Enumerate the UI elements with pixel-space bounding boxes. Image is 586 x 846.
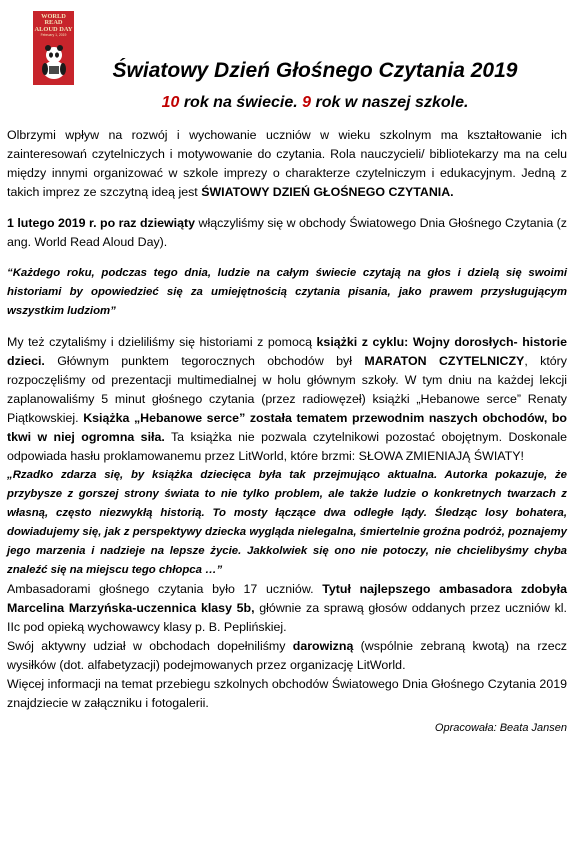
quote-litworld: “Każdego roku, podczas tego dnia, ludzie na całym świecie czytają na głos i dzielą się swoimi historiami by opowiedzieć się za umiejętnością czytania pisania, jako prawem przysługującym wszystkim ludziom” — [7, 267, 567, 317]
page-subtitle — [0, 92, 586, 114]
marathon-text-3: , który rozpoczęliśmy od prezentacji multimedialnej w holu głównym szkoły. W tym dniu na każdej lekcji zaplanowaliśmy 5 minut głośnego czytania (przez radiowęzeł) książki „Hebanowe serce” Renaty Piątkowskiej. — [7, 354, 567, 425]
logo-title-line1: WORLD READ — [41, 13, 66, 27]
more-info-paragraph: Więcej informacji na temat przebiegu szkolnych obchodów Światowego Dnia Głośnego Czytania 2019 znajdziecie w załączniku i fotogalerii. — [7, 677, 567, 710]
author-signature: Opracowała: Beata Jansen — [434, 722, 567, 734]
date-text: włączyliśmy się w obchody Światowego Dnia Głośnego Czytania (z ang. World Read Aloud Day). — [7, 216, 567, 249]
book-series-bold: książki z cyklu: Wojny dorosłych- historie dzieci. — [7, 335, 567, 368]
best-ambassador-bold: Tytuł najlepszego ambasadora zdobyła Marcelina Marzyńska-uczennica klasy 5b, — [7, 582, 567, 615]
ambassadors-text-1: Ambasadorami głośnego czytania było 17 uczniów. — [7, 582, 323, 596]
date-paragraph — [7, 214, 567, 252]
subtitle-text-school: rok w naszej szkole. — [311, 94, 469, 111]
ambassadors-text-2: głównie za sprawą głosów oddanych przez uczniów kl. IIc pod opieką wychowawcy klasy p. B. Peplińskiej. — [7, 601, 567, 634]
logo-title-line2: ALOUD DAY — [34, 25, 73, 33]
marathon-text-1: My też czytaliśmy i dzieliliśmy się historiami z pomocą — [7, 335, 317, 349]
subtitle-number-school: 9 — [302, 94, 312, 111]
donation-text-1: Swój aktywny udział w obchodach dopełniliśmy — [7, 639, 293, 653]
quote-book-review: „Rzadko zdarza się, by książka dziecięca była tak przejmująco aktualna. Autorka pokazuje, że przybysze z gorszej strony świata to nie tylko problem, ale także ludzie o konkretnych twarzach z własną, często niezwykłą historią. To mosty łączące dwa odległe lądy. Śledząc losy bohatera, dowiadujemy się, jak z perspektywy dziecka wygląda nielegalna, śmiertelnie groźna podróż, poznajemy jego marzenia i nadzieje na lepsze życie. Jakkolwiek się ono nie potoczy, nie chcielibyśmy chyba znaleźć się na miejscu tego chłopca …” — [7, 469, 567, 576]
donation-bold: darowizną — [292, 639, 354, 653]
logo-date: February 1, 2019 — [40, 33, 67, 38]
intro-text: Olbrzymi wpływ na rozwój i wychowanie uczniów w wieku szkolnym ma kształtowanie ich zainteresowań czytelniczych i motywowanie do czytania. Rola nauczycieli/ bibliotekarzy ma na celu między innymi organizować w szkole imprezy o charakterze czytelniczym i edukacyjnym. Jedną z takich imprez ze szczytną ideą jest — [7, 128, 567, 199]
marathon-text-4: Ta książka nie pozwala czytelnikowi pozostać obojętnym. Doskonale odpowiada hasłu proklamowanemu przez LitWorld, które brzmi: SŁOWA ZMIENIAJĄ ŚWIATY! — [7, 430, 567, 463]
donation-paragraph — [7, 637, 567, 675]
article-body — [7, 126, 567, 738]
ambassadors-paragraph — [7, 580, 567, 637]
donation-text-2: (wspólnie zebraną kwotą) na rzecz wysiłków (dot. alfabetyzacji) podejmowanych przez organizację LitWorld. — [7, 639, 567, 672]
page-title: Światowy Dzień Głośnego Czytania 2019 — [112, 59, 518, 82]
marathon-text-2: Głównym punktem tegorocznych obchodów był — [44, 354, 365, 368]
subtitle-text-world: rok na świecie. — [179, 94, 303, 111]
book-theme-bold: Książka „Hebanowe serce” została tematem przewodnim naszych obchodów, bo tkwi w niej ogromna siła. — [7, 411, 567, 444]
marathon-bold: MARATON CZYTELNICZY — [364, 354, 525, 368]
subtitle-number-world: 10 — [161, 94, 180, 111]
event-name-bold: ŚWIATOWY DZIEŃ GŁOŚNEGO CZYTANIA. — [201, 185, 454, 199]
intro-paragraph — [7, 126, 567, 202]
marathon-paragraph — [7, 333, 567, 466]
date-bold: 1 lutego 2019 r. po raz dziewiąty — [7, 216, 196, 230]
